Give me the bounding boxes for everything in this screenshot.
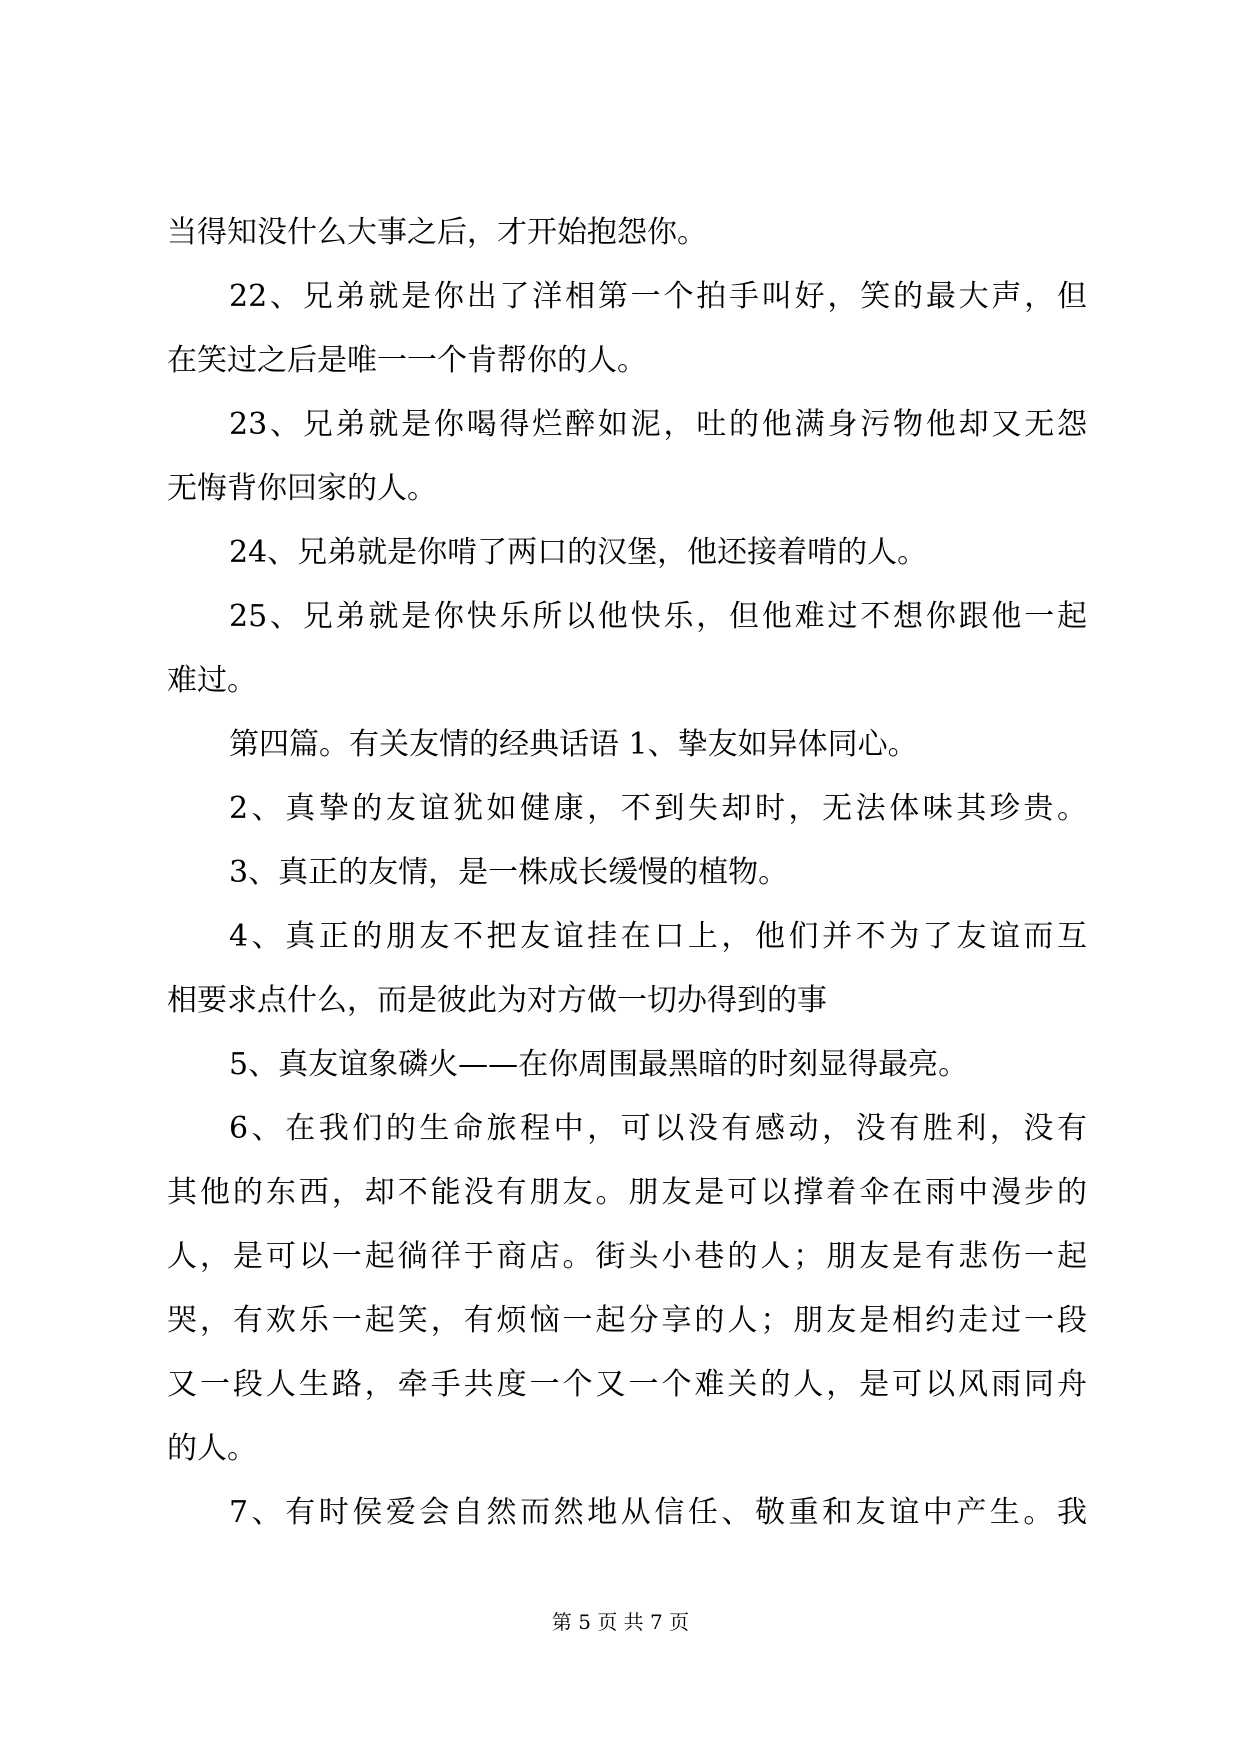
page-number-footer: 第 5 页 共 7 页 <box>551 1610 690 1634</box>
text-line-8: 难过。 <box>167 663 257 698</box>
text-line-15: 6、在我们的生命旅程中，可以没有感动，没有胜利，没有 <box>229 1111 1087 1146</box>
document-body <box>167 201 1087 1545</box>
text-line-7: 25、兄弟就是你快乐所以他快乐，但他难过不想你跟他一起 <box>229 599 1087 634</box>
text-line-20: 的人。 <box>167 1431 257 1466</box>
text-line-5: 无悔背你回家的人。 <box>167 471 437 506</box>
text-line-18: 哭，有欢乐一起笑，有烦恼一起分享的人；朋友是相约走过一段 <box>167 1303 1087 1338</box>
text-line-6: 24、兄弟就是你啃了两口的汉堡，他还接着啃的人。 <box>229 535 928 570</box>
text-line-12: 4、真正的朋友不把友谊挂在口上，他们并不为了友谊而互 <box>229 919 1087 954</box>
text-line-17: 人，是可以一起徜徉于商店。街头小巷的人；朋友是有悲伤一起 <box>167 1239 1087 1274</box>
text-line-13: 相要求点什么，而是彼此为对方做一切办得到的事 <box>167 983 827 1018</box>
text-line-14: 5、真友谊象磷火——在你周围最黑暗的时刻显得最亮。 <box>229 1047 969 1082</box>
text-line-3: 在笑过之后是唯一一个肯帮你的人。 <box>167 343 647 378</box>
text-line-11: 3、真正的友情，是一株成长缓慢的植物。 <box>229 855 789 890</box>
section-heading-line: 第四篇。有关友情的经典话语 1、挚友如异体同心。 <box>229 727 918 762</box>
text-line-1: 当得知没什么大事之后，才开始抱怨你。 <box>167 215 707 250</box>
text-line-21: 7、有时侯爱会自然而然地从信任、敬重和友谊中产生。我 <box>229 1495 1087 1530</box>
text-line-2: 22、兄弟就是你出了洋相第一个拍手叫好，笑的最大声，但 <box>229 279 1087 314</box>
text-line-19: 又一段人生路，牵手共度一个又一个难关的人，是可以风雨同舟 <box>167 1367 1087 1402</box>
text-line-4: 23、兄弟就是你喝得烂醉如泥，吐的他满身污物他却又无怨 <box>229 407 1087 442</box>
text-line-10: 2、真挚的友谊犹如健康，不到失却时，无法体味其珍贵。 <box>229 791 1087 826</box>
text-line-16: 其他的东西，却不能没有朋友。朋友是可以撑着伞在雨中漫步的 <box>167 1175 1087 1210</box>
